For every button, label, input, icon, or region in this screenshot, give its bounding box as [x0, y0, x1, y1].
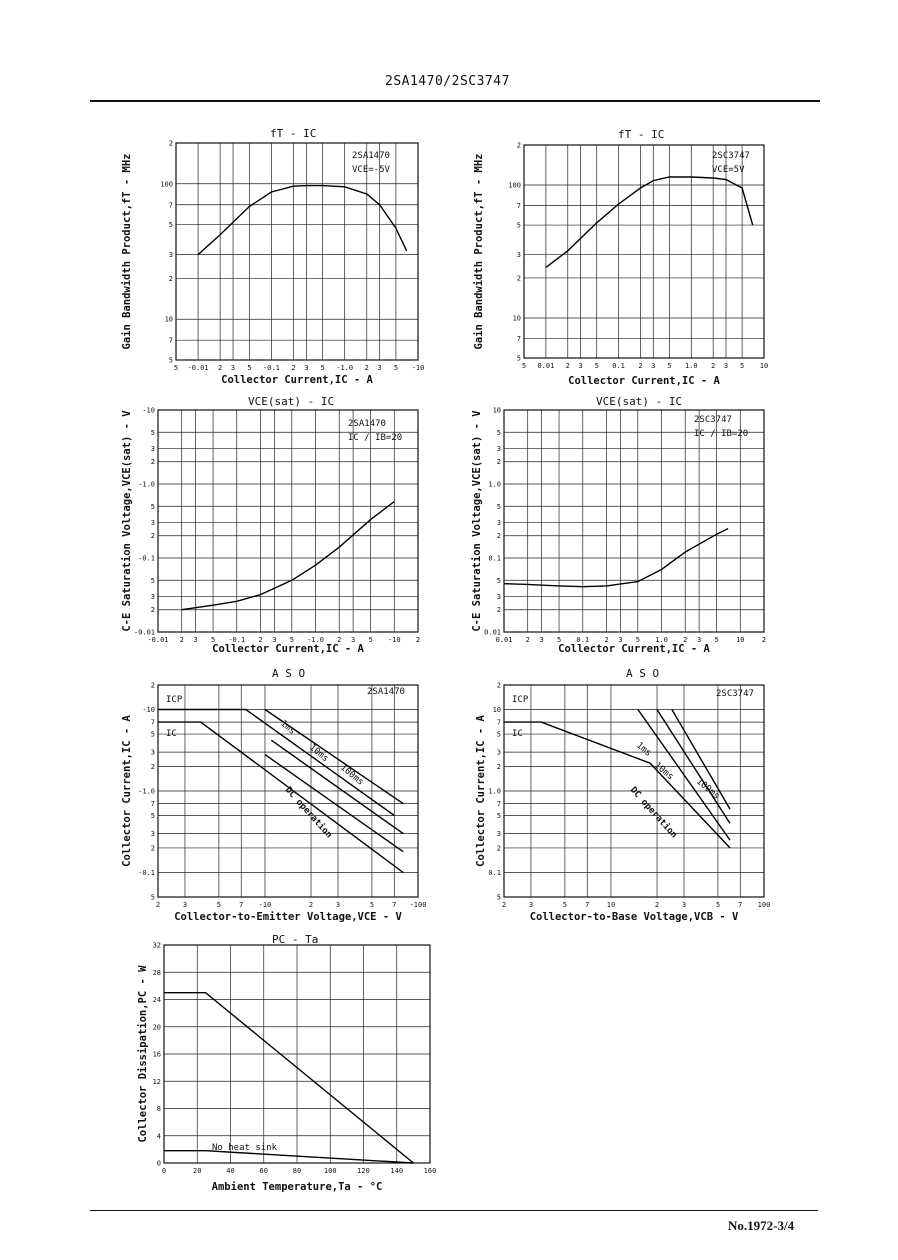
series-line [546, 177, 753, 267]
chart-annotation: 2SC3747 [716, 689, 754, 699]
plot-frame [158, 410, 418, 632]
y-tick-label: 2 [516, 141, 521, 150]
x-tick-label: 5 [369, 901, 375, 909]
chart-annotation: IC [512, 729, 523, 739]
x-tick-label: 2 [364, 364, 369, 372]
x-tick-label: 2 [179, 636, 184, 644]
plot-frame [524, 145, 764, 358]
y-tick-label: 2 [496, 606, 501, 615]
y-tick-label: 100 [160, 180, 173, 189]
x-axis-label: Collector Current,IC - A [558, 643, 710, 655]
x-tick-label: -100 [409, 901, 427, 909]
x-tick-label: 3 [182, 901, 188, 909]
y-tick-label: 2 [168, 139, 173, 148]
x-tick-label: 3 [723, 362, 729, 370]
y-axis-label: Collector Current,IC - A [121, 715, 133, 867]
y-tick-label: 5 [516, 221, 521, 230]
x-tick-label: 5 [521, 362, 527, 370]
y-tick-label: 7 [168, 336, 173, 345]
y-tick-label: 2 [150, 844, 155, 853]
y-tick-label: 0.01 [484, 628, 501, 637]
y-tick-label: -10 [142, 706, 155, 715]
x-tick-label: 100 [757, 901, 771, 909]
y-tick-label: 5 [168, 221, 173, 230]
series-line [198, 186, 407, 255]
chart-title: VCE(sat) - IC [596, 395, 683, 408]
y-tick-label: 3 [168, 251, 173, 260]
x-tick-label: 2 [291, 364, 296, 372]
y-tick-label: 3 [150, 519, 155, 528]
y-tick-label: 7 [150, 718, 155, 727]
chart-title: PC - Ta [272, 933, 319, 946]
y-tick-label: 3 [150, 445, 155, 454]
y-tick-label: 2 [496, 681, 501, 690]
y-tick-label: 3 [496, 593, 501, 602]
x-tick-label: 2 [683, 636, 688, 644]
series-line [164, 993, 413, 1163]
chart-annotation: DC operation [282, 785, 334, 841]
y-tick-label: 2 [496, 762, 501, 771]
y-tick-label: 8 [156, 1105, 161, 1113]
series-line [164, 1151, 413, 1163]
y-tick-label: 2 [150, 762, 155, 771]
x-tick-label: -1.0 [336, 364, 354, 372]
x-tick-label: 5 [635, 636, 640, 644]
chart-annotation: 2SC3747 [694, 415, 732, 425]
y-tick-label: 20 [152, 1023, 161, 1032]
y-tick-label: 7 [496, 800, 501, 809]
x-tick-label: 7 [585, 901, 590, 909]
chart-annotation: 100ms [694, 776, 722, 802]
x-tick-label: 7 [239, 901, 244, 909]
plot-frame [176, 143, 418, 360]
x-tick-label: 7 [738, 901, 743, 909]
series-line [672, 710, 730, 810]
x-tick-label: 10 [606, 901, 616, 909]
y-tick-label: 5 [516, 354, 521, 363]
y-tick-label: 7 [150, 800, 155, 809]
chart-title: A S O [272, 667, 306, 680]
x-tick-label: 3 [618, 636, 623, 644]
x-tick-label: 5 [289, 636, 294, 644]
series-line [182, 502, 395, 610]
y-tick-label: 7 [168, 201, 173, 210]
x-tick-label: 7 [392, 901, 397, 909]
x-tick-label: 140 [390, 1167, 404, 1175]
x-tick-label: 2 [501, 901, 507, 909]
y-axis-label: C-E Saturation Voltage,VCE(sat) - V [121, 410, 133, 632]
y-tick-label: 4 [156, 1132, 161, 1141]
y-tick-label: 12 [152, 1077, 161, 1086]
y-tick-label: 10 [492, 706, 501, 715]
x-tick-label: 5 [393, 364, 399, 372]
y-tick-label: 1.0 [488, 787, 501, 796]
y-tick-label: 5 [496, 893, 501, 902]
y-tick-label: 1.0 [488, 480, 501, 489]
chart-annotation: 1ms [634, 740, 653, 759]
x-tick-label: -0.01 [147, 636, 169, 644]
chart-annotation: 100ms [338, 762, 366, 788]
chart-annotation: 10ms [307, 742, 331, 765]
y-tick-label: 5 [150, 428, 155, 437]
x-tick-label: 3 [696, 636, 702, 644]
y-tick-label: -0.1 [138, 868, 155, 877]
x-tick-label: 10 [736, 636, 745, 644]
chart-annotation: IC / IB=20 [348, 433, 403, 443]
y-tick-label: -0.01 [133, 628, 155, 637]
x-tick-label: 1.0 [684, 362, 698, 370]
x-tick-label: 40 [226, 1167, 235, 1175]
chart-annotation: VCE=-5V [352, 165, 390, 175]
x-tick-label: 3 [193, 636, 198, 644]
page-number: No.1972-3/4 [728, 1218, 795, 1233]
y-tick-label: -0.1 [138, 554, 155, 563]
series-line [158, 722, 403, 872]
y-tick-label: 5 [150, 576, 155, 585]
x-tick-label: 5 [740, 362, 745, 370]
y-tick-label: 2 [496, 532, 501, 541]
x-tick-label: 0.01 [495, 636, 513, 644]
y-tick-label: 100 [508, 181, 521, 190]
y-tick-label: 7 [516, 335, 521, 344]
x-tick-label: 0.1 [612, 362, 625, 370]
y-tick-label: 16 [152, 1050, 161, 1059]
x-tick-label: 2 [258, 636, 263, 644]
y-tick-label: 2 [150, 681, 155, 690]
chart-annotation: 2SC3747 [712, 151, 750, 161]
x-tick-label: 3 [377, 364, 382, 372]
y-tick-label: 3 [496, 445, 501, 454]
y-tick-label: 28 [152, 968, 161, 977]
chart-title: A S O [626, 667, 660, 680]
x-tick-label: 5 [715, 901, 721, 909]
x-tick-label: 60 [259, 1167, 268, 1175]
chart-annotation: VCE=5V [712, 165, 745, 175]
x-tick-label: 3 [539, 636, 544, 644]
x-tick-label: -0.1 [228, 636, 246, 644]
y-tick-label: 5 [150, 893, 155, 902]
x-tick-label: 3 [651, 362, 656, 370]
x-tick-label: 0.1 [576, 636, 590, 644]
x-axis-label: Collector Current,IC - A [212, 643, 364, 655]
x-axis-label: Collector-to-Emitter Voltage,VCE - V [174, 911, 402, 923]
y-tick-label: 3 [516, 251, 521, 260]
y-tick-label: 7 [516, 202, 521, 211]
x-axis-label: Collector-to-Base Voltage,VCB - V [529, 911, 739, 923]
y-tick-label: 32 [152, 941, 161, 950]
y-tick-label: 2 [150, 532, 155, 541]
x-tick-label: 5 [594, 362, 599, 370]
y-tick-label: 0.1 [488, 554, 501, 563]
y-tick-label: 2 [496, 458, 501, 467]
y-tick-label: 5 [496, 730, 501, 739]
y-tick-label: 5 [150, 502, 155, 511]
x-tick-label: 3 [578, 362, 583, 370]
chart-title: fT - IC [270, 127, 317, 140]
x-tick-label: 3 [528, 901, 534, 909]
chart-annotation: ICP [166, 695, 183, 705]
chart-annotation: No heat sink [212, 1143, 278, 1153]
y-tick-label: 2 [150, 458, 155, 467]
x-tick-label: 5 [556, 636, 562, 644]
x-tick-label: 2 [337, 636, 342, 644]
y-tick-label: -1.0 [138, 480, 155, 489]
x-tick-label: 5 [210, 636, 216, 644]
y-tick-label: 7 [496, 718, 501, 727]
plot-frame [504, 410, 764, 632]
x-tick-label: 3 [681, 901, 687, 909]
x-tick-label: 3 [335, 901, 341, 909]
x-tick-label: -10 [411, 364, 425, 372]
y-tick-label: 0 [156, 1159, 161, 1168]
chart-annotation: IC [166, 729, 177, 739]
x-tick-label: -0.1 [262, 364, 280, 372]
x-tick-label: 2 [155, 901, 161, 909]
chart-annotation: 10ms [652, 760, 676, 783]
x-axis-label: Collector Current,IC - A [568, 375, 720, 387]
x-axis-label: Ambient Temperature,Ta - °C [211, 1181, 383, 1193]
x-tick-label: 5 [320, 364, 325, 372]
y-axis-label: Collector Dissipation,PC - W [137, 965, 149, 1143]
x-tick-label: 3 [304, 364, 309, 372]
x-tick-label: 2 [638, 362, 643, 370]
x-tick-label: 120 [357, 1167, 370, 1175]
y-tick-label: 3 [496, 830, 501, 839]
y-tick-label: 5 [496, 502, 501, 511]
y-tick-label: 5 [496, 812, 501, 821]
x-tick-label: -10 [387, 636, 401, 644]
chart-title: VCE(sat) - IC [248, 395, 335, 408]
y-tick-label: 5 [150, 812, 155, 821]
y-tick-label: -1.0 [138, 787, 155, 796]
x-tick-label: 1.0 [655, 636, 668, 644]
y-tick-label: 24 [152, 996, 161, 1004]
x-tick-label: 5 [562, 901, 568, 909]
x-axis-label: Collector Current,IC - A [221, 374, 373, 386]
x-tick-label: 80 [292, 1167, 302, 1175]
chart-title: fT - IC [618, 128, 665, 141]
x-tick-label: -10 [258, 901, 272, 909]
y-tick-label: 10 [164, 315, 173, 324]
x-tick-label: 0.01 [537, 362, 555, 370]
y-tick-label: 3 [496, 519, 501, 528]
y-axis-label: Gain Bandwidth Product,fT - MHz [473, 153, 485, 350]
chart-annotation: DC operation [627, 785, 679, 841]
page-header-title: 2SA1470/2SC3747 [385, 74, 510, 89]
y-axis-label: C-E Saturation Voltage,VCE(sat) - V [471, 410, 483, 632]
chart-annotation: 2SA1470 [348, 419, 386, 429]
chart-annotation: 2SA1470 [367, 687, 405, 697]
y-axis-label: Collector Current,IC - A [475, 715, 487, 867]
x-tick-label: 100 [323, 1167, 337, 1175]
series-line [265, 755, 403, 852]
y-tick-label: 2 [516, 274, 521, 283]
y-tick-label: 3 [496, 748, 501, 757]
x-tick-label: 2 [415, 636, 421, 644]
x-tick-label: 5 [714, 636, 719, 644]
y-tick-label: -10 [142, 406, 155, 415]
y-tick-label: 2 [168, 274, 173, 283]
x-tick-label: -1.0 [307, 636, 324, 644]
x-tick-label: -0.01 [187, 364, 209, 372]
x-tick-label: 2 [525, 636, 530, 644]
y-tick-label: 3 [150, 748, 155, 757]
x-tick-label: 3 [350, 636, 356, 644]
y-tick-label: 5 [150, 730, 155, 739]
x-tick-label: 2 [604, 636, 609, 644]
y-tick-label: 0.1 [488, 868, 501, 877]
x-tick-label: 5 [216, 901, 222, 909]
y-tick-label: 2 [150, 606, 155, 615]
y-tick-label: 3 [150, 593, 155, 602]
chart-annotation: 2SA1470 [352, 151, 390, 161]
chart-annotation: 1ms [278, 718, 297, 737]
x-tick-label: 2 [654, 901, 660, 909]
x-tick-label: 5 [173, 364, 179, 372]
x-tick-label: 3 [230, 364, 236, 372]
x-tick-label: 0 [161, 1167, 167, 1175]
x-tick-label: 2 [711, 362, 716, 370]
chart-annotation: IC / IB=20 [694, 429, 749, 439]
y-tick-label: 10 [512, 314, 521, 323]
x-tick-label: 5 [368, 636, 373, 644]
y-tick-label: 2 [496, 844, 501, 853]
y-tick-label: 5 [168, 356, 173, 365]
y-tick-label: 5 [496, 428, 501, 437]
x-tick-label: 2 [761, 636, 767, 644]
x-tick-label: 160 [423, 1167, 437, 1175]
y-tick-label: 3 [150, 830, 155, 839]
x-tick-label: 2 [565, 362, 570, 370]
x-tick-label: 20 [193, 1167, 202, 1175]
y-tick-label: 5 [496, 576, 501, 585]
x-tick-label: 2 [218, 364, 223, 372]
x-tick-label: 5 [667, 362, 672, 370]
y-tick-label: 10 [492, 406, 501, 415]
y-axis-label: Gain Bandwidth Product,fT - MHz [121, 153, 133, 350]
x-tick-label: 2 [308, 901, 314, 909]
x-tick-label: 5 [247, 364, 252, 372]
x-tick-label: 10 [759, 362, 769, 370]
x-tick-label: 3 [272, 636, 277, 644]
footer-divider [90, 1210, 818, 1211]
chart-annotation: ICP [512, 695, 529, 705]
